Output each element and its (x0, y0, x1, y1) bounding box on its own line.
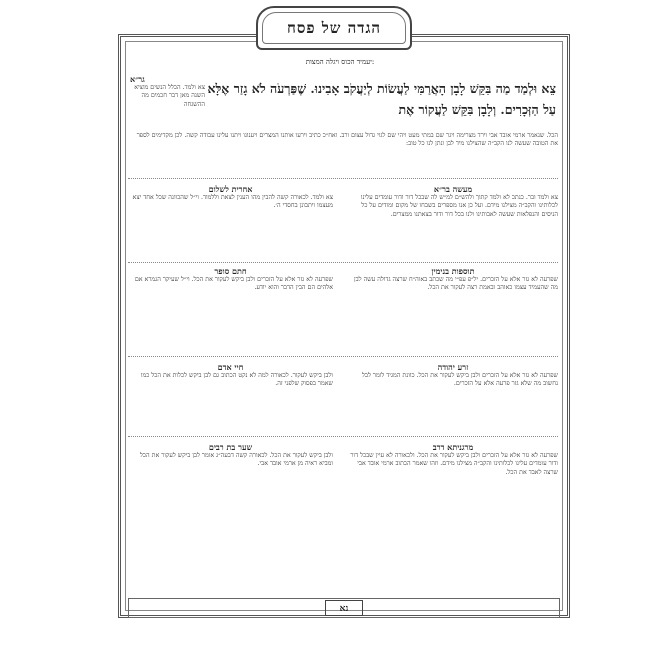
commentary-body: שפרעה לא גזר אלא על הזכרים ולבן ביקש לעקור את הכל. ולכאורה לא עיין שבכל דור ודור עומדים עלינו לכלותינו והקב״ה מצילנו מידם. וזהו שאמר הכתוב ארמי אובד אבי שרצה לאבד את הכל. (350, 452, 558, 476)
commentary-right-4 (348, 442, 558, 477)
margin-label: גר״א (130, 74, 145, 84)
margin-commentary (130, 74, 205, 109)
page-title: הגדה של פסח (256, 6, 412, 50)
page-frame (118, 34, 570, 618)
commentary-heading: זרע יהודה (437, 362, 469, 372)
commentary-body: צא ולמד. לכאורה קשה להבין מהו הענין לצאת וללמוד. וי״ל שהכוונה שכל אחד יצא מעצמו ויתבונן בחסדי ה׳. (132, 194, 333, 210)
commentary-heading: אחרית לשלום (208, 184, 253, 194)
inner-border (125, 41, 563, 611)
commentary-body: צא ולמד ובר. כנתכ לא ולמד קתוך ולהש״ם למ״ש לה שבכל דור ודור עומדים עלינו לכלותינו והקב״ה מצילנו מידם. ועל כן אנו מספרים בשבחו של מקום ומודים על כל הניסים והנפלאות שעשה לאבותינו ולנו בכל דור ודור בצאתנו ממצרים. (360, 194, 558, 218)
section-divider (128, 262, 558, 263)
main-haggadah-text: צֵא וּלְמַד מַה בִּקֵּשׁ לָבָן הָאֲרַמִּי לַעֲשׂוֹת לְיַעֲקֹב אָבִינוּ. שֶׁפַּרְעֹה לֹא גָזַר אֶלָּא עַל הַזְּכָרִים. וְלָבָן בִּקֵּשׁ לַעֲקוֹר אֶת (207, 81, 556, 117)
commentary-body: ולבן ביקש לעקור את הכל. לכאורה קשה דבעה״ג אומר לבן ביקש לעקור את הכל ומביא ראיה מן ארמי אובד אבי. (139, 452, 333, 468)
commentary-left-2 (128, 266, 333, 293)
section-divider (128, 178, 558, 179)
margin-text: צא ולמד. הכלל הנשים מוציא השנה מאן דבר חכמים מה ההשגחה (134, 84, 205, 108)
commentary-right-1 (348, 184, 558, 219)
header-note: יעמיד הכוס ויגלה המצות: (305, 58, 375, 66)
intro-commentary: הכל. שנאמר ארמי אובד אבי וירד מצרימה ויגר שם במתי מעט ויהי שם לגוי גדול עצום ורב. ואח״כ כתיב וירעו אותנו המצרים ויענונו ויתנו עלינו עבודה קשה. לכן מקדימים לספר את הטובה שעשה לנו הקב״ה שהצילנו מיד לבן ונתן לנו כל טוב: (136, 132, 558, 148)
commentary-heading: חיי אדם (217, 362, 244, 372)
commentary-body: שפרעה לא גזר אלא על הזכרים ולבן ביקש לעקור את הכל. כוונת המגיד לומר לבל נחשוב מה שלא גזר פרעה אלא על הזכרים. (361, 372, 558, 388)
commentary-heading: מעשה בר״א (433, 184, 473, 194)
page-number: נא (325, 600, 363, 616)
commentary-heading: שער בת רבים (208, 442, 253, 452)
commentary-body: שפרעה לא גזר אלא על הזכרים ולבן ביקש לעקור את הכל. וי״ל שעיקר הגמרא אם אלהים הם הבין הדבר והוא יודע. (134, 276, 333, 292)
section-divider (128, 356, 558, 357)
commentary-heading: מרגניתא דרב (432, 442, 474, 452)
commentary-body: ולבן ביקש לעקור. לכאורה למה לא נקט הכתוב גם לבן ביקש לכלות את הכל כמו שאמר בפסוק שלפני זה. (140, 372, 333, 388)
commentary-left-4 (128, 442, 333, 469)
commentary-left-3 (128, 362, 333, 389)
commentary-body: שפרעה לא גזר אלא על הזכרים. יל״פ עפ״י מה שכתב באוה״ח שרצה גדולה עשה לבן מה שהעמיד עצמו כאוהב ובאמת רצה לעקור את הכל. (354, 276, 558, 292)
commentary-heading: תוספות בנימין (431, 266, 475, 276)
commentary-left-1 (128, 184, 333, 211)
page-footer (128, 598, 560, 618)
commentary-right-3 (348, 362, 558, 389)
commentary-right-2 (348, 266, 558, 293)
commentary-heading: חתם סופר (214, 266, 247, 276)
section-divider (128, 436, 558, 437)
